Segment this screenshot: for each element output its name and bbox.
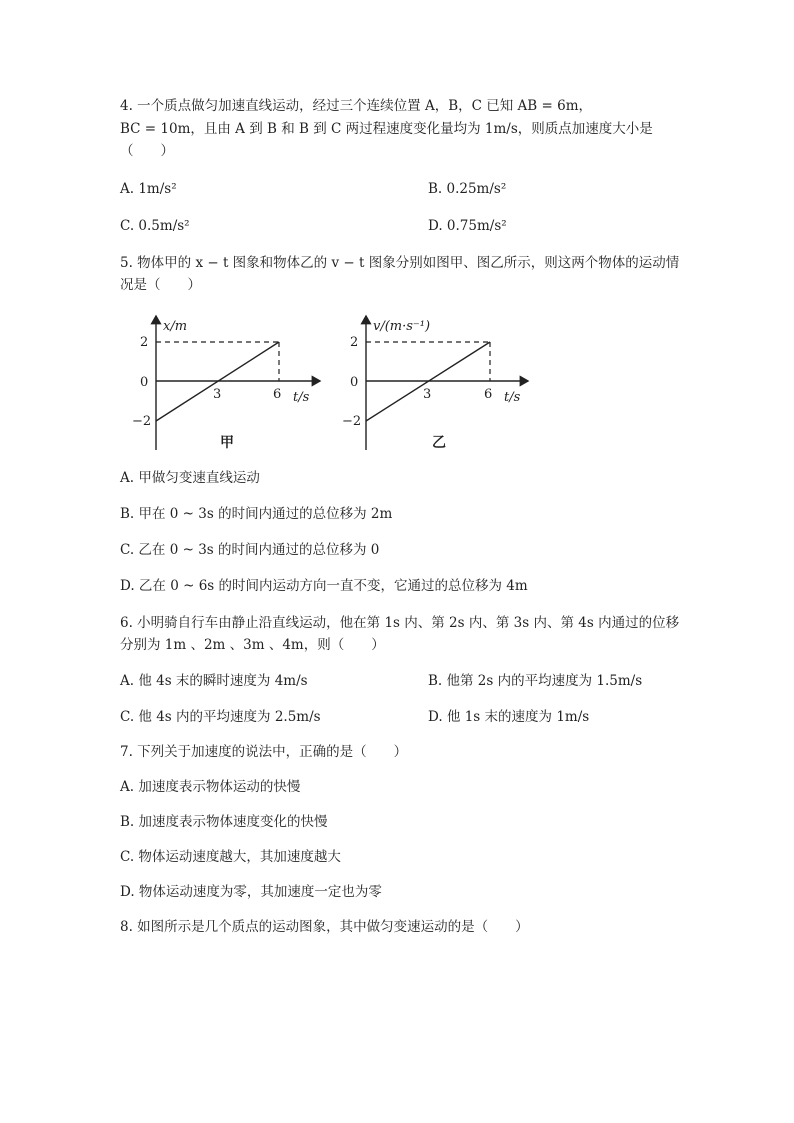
x-tick-6: 6	[273, 387, 282, 402]
q4-option-a[interactable]: A. 1m/s²	[120, 181, 177, 197]
q6-option-b[interactable]: B. 他第 2s 内的平均速度为 1.5m/s	[428, 673, 643, 689]
q5-stem-line1: 5. 物体甲的 x − t 图象和物体乙的 v − t 图象分别如图甲、图乙所示，则这两个物体的运动情	[120, 255, 680, 271]
x-axis-label: t/s	[504, 390, 521, 405]
q5-option-c[interactable]: C. 乙在 0 ~ 3s 的时间内通过的总位移为 0	[120, 542, 380, 558]
graph-yi	[340, 308, 540, 458]
q4-option-d[interactable]: D. 0.75m/s²	[428, 218, 507, 234]
q4-option-c[interactable]: C. 0.5m/s²	[120, 218, 190, 234]
y-tick-2: 2	[140, 335, 149, 350]
y-tick-2: 2	[350, 335, 359, 350]
y-axis-label: x/m	[163, 319, 188, 334]
q7-option-a[interactable]: A. 加速度表示物体运动的快慢	[120, 779, 301, 795]
x-tick-6: 6	[484, 387, 493, 402]
graph-caption: 甲	[220, 435, 234, 451]
q7-stem: 7. 下列关于加速度的说法中，正确的是（ ）	[120, 744, 408, 760]
x-tick-3: 3	[423, 387, 432, 402]
q6-option-a[interactable]: A. 他 4s 末的瞬时速度为 4m/s	[120, 673, 308, 689]
q5-option-b[interactable]: B. 甲在 0 ~ 3s 的时间内通过的总位移为 2m	[120, 506, 393, 522]
y-tick-0: 0	[350, 375, 359, 390]
q7-option-d[interactable]: D. 物体运动速度为零，其加速度一定也为零	[120, 884, 382, 900]
q4-stem-line1: 4. 一个质点做匀加速直线运动，经过三个连续位置 A，B，C 已知 AB = 6m，	[120, 98, 592, 114]
q7-option-c[interactable]: C. 物体运动速度越大，其加速度越大	[120, 849, 341, 865]
y-tick-0: 0	[140, 375, 149, 390]
q6-option-d[interactable]: D. 他 1s 末的速度为 1m/s	[428, 709, 590, 725]
q5-option-a[interactable]: A. 甲做匀变速直线运动	[120, 470, 260, 486]
x-axis-label: t/s	[293, 390, 310, 405]
y-tick-neg2: −2	[132, 414, 152, 429]
q4-stem-line2: BC = 10m，且由 A 到 B 和 B 到 C 两过程速度变化量均为 1m/s，则质点加速度大小是	[120, 121, 653, 137]
y-axis-label: v/(m·s⁻¹)	[373, 319, 431, 334]
graph-jia	[130, 308, 330, 458]
q6-option-c[interactable]: C. 他 4s 内的平均速度为 2.5m/s	[120, 709, 321, 725]
q6-stem-line2: 分别为 1m 、2m 、3m 、4m，则（ ）	[120, 637, 385, 653]
q8-stem: 8. 如图所示是几个质点的运动图象，其中做匀变速运动的是（ ）	[120, 919, 529, 935]
y-tick-neg2: −2	[342, 414, 362, 429]
q5-option-d[interactable]: D. 乙在 0 ~ 6s 的时间内运动方向一直不变，它通过的总位移为 4m	[120, 578, 528, 594]
x-tick-3: 3	[213, 387, 222, 402]
q6-stem-line1: 6. 小明骑自行车由静止沿直线运动，他在第 1s 内、第 2s 内、第 3s 内、第 4s 内通过的位移	[120, 615, 680, 631]
q5-stem-line2: 况是（ ）	[120, 277, 201, 293]
graph-caption: 乙	[432, 435, 446, 451]
q4-option-b[interactable]: B. 0.25m/s²	[428, 181, 507, 197]
q4-stem-line3: （ ）	[120, 143, 174, 159]
q7-option-b[interactable]: B. 加速度表示物体速度变化的快慢	[120, 814, 328, 830]
